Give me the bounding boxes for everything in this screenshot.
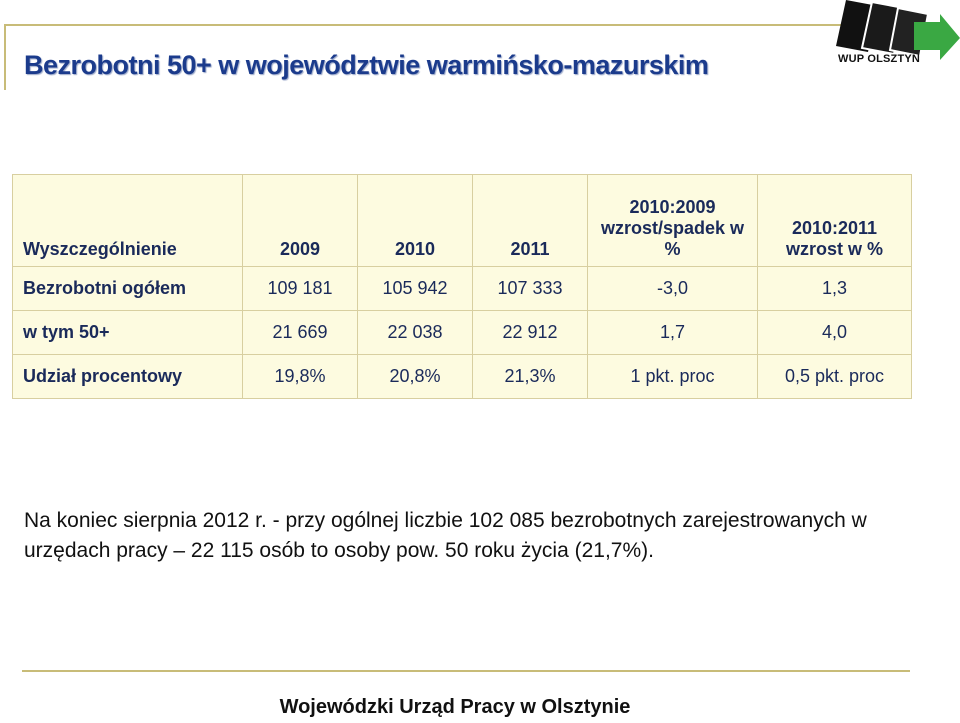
header-2011: 2011 <box>473 175 588 267</box>
header-2009: 2009 <box>243 175 358 267</box>
row-label: w tym 50+ <box>13 311 243 355</box>
table-row <box>13 311 912 355</box>
footer-divider <box>22 670 910 672</box>
cell-2010: 20,8% <box>358 355 473 399</box>
footer-text: Wojewódzki Urząd Pracy w Olsztynie <box>279 696 631 718</box>
cell-2009: 109 181 <box>243 267 358 311</box>
header-description: Wyszczególnienie <box>13 175 243 267</box>
cell-2011: 107 333 <box>473 267 588 311</box>
cell-change-1: 1,7 <box>588 311 758 355</box>
cell-2010: 22 038 <box>358 311 473 355</box>
wup-logo-icon <box>828 0 960 78</box>
table-row <box>13 267 912 311</box>
table-header-row <box>13 175 912 267</box>
page-title: Bezrobotni 50+ w województwie warmińsko-mazurskim <box>24 50 709 80</box>
cell-2010: 105 942 <box>358 267 473 311</box>
header-2010: 2010 <box>358 175 473 267</box>
frame-left-line <box>4 24 6 90</box>
table-row <box>13 355 912 399</box>
cell-change-1: -3,0 <box>588 267 758 311</box>
unemployment-table <box>12 174 912 399</box>
cell-change-1: 1 pkt. proc <box>588 355 758 399</box>
cell-2011: 21,3% <box>473 355 588 399</box>
frame-top-line <box>4 24 894 26</box>
header-change-2010-2011: 2010:2011 wzrost w % <box>758 175 912 267</box>
logo-text: WUP OLSZTYN <box>838 53 921 65</box>
summary-note: Na koniec sierpnia 2012 r. - przy ogólnej liczbie 102 085 bezrobotnych zarejestrowanych w urzędach pracy – 22 115 osób to osoby pow. 50 roku życia (21,7%). <box>24 509 867 562</box>
cell-change-2: 1,3 <box>758 267 912 311</box>
cell-change-2: 4,0 <box>758 311 912 355</box>
cell-change-2: 0,5 pkt. proc <box>758 355 912 399</box>
cell-2009: 19,8% <box>243 355 358 399</box>
cell-2011: 22 912 <box>473 311 588 355</box>
row-label: Udział procentowy <box>13 355 243 399</box>
row-label: Bezrobotni ogółem <box>13 267 243 311</box>
cell-2009: 21 669 <box>243 311 358 355</box>
header-change-2010-2009: 2010:2009 wzrost/spadek w % <box>588 175 758 267</box>
